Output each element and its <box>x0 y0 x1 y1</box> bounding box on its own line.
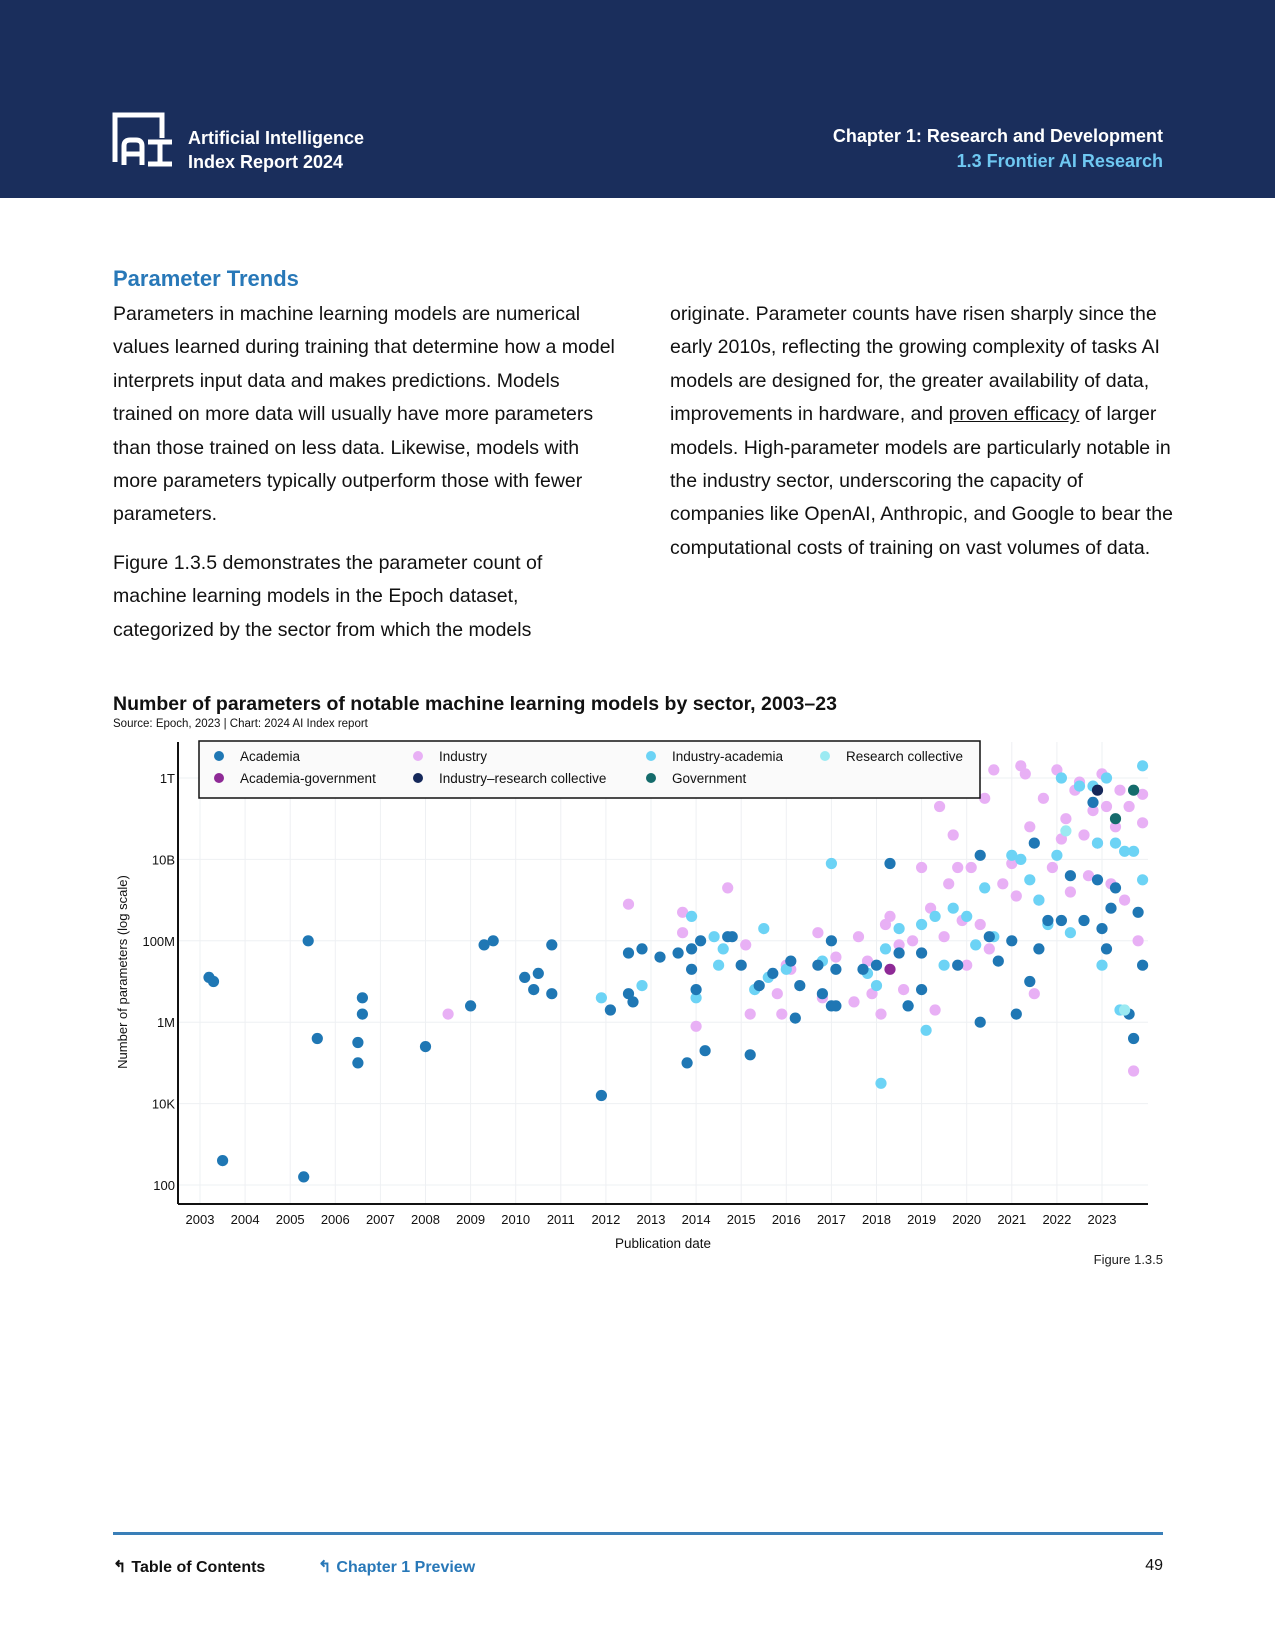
data-point <box>952 960 963 971</box>
data-point <box>884 911 895 922</box>
data-point <box>903 1000 914 1011</box>
x-tick-label: 2018 <box>862 1212 891 1227</box>
data-point <box>1074 781 1085 792</box>
data-point <box>1065 927 1076 938</box>
data-point <box>894 923 905 934</box>
brand-line-2: Index Report 2024 <box>188 152 344 172</box>
x-tick-label: 2009 <box>456 1212 486 1227</box>
data-point <box>217 1155 228 1166</box>
data-point <box>745 1009 756 1020</box>
legend-marker-icon <box>214 751 224 761</box>
data-point <box>722 882 733 893</box>
proven-efficacy-link[interactable]: proven efficacy <box>948 403 1080 426</box>
data-point <box>1096 923 1107 934</box>
legend-label: Academia-government <box>240 771 376 786</box>
data-point <box>1101 772 1112 783</box>
preview-label: Chapter 1 Preview <box>336 1559 476 1576</box>
data-point <box>1024 821 1035 832</box>
x-tick-label: 2015 <box>726 1212 756 1227</box>
data-point <box>1119 895 1130 906</box>
data-point <box>1133 935 1144 946</box>
data-point <box>871 980 882 991</box>
data-point <box>528 984 539 995</box>
data-point <box>519 972 530 983</box>
data-point <box>352 1057 363 1068</box>
x-tick-label: 2008 <box>411 1212 440 1227</box>
data-point <box>1110 813 1121 824</box>
data-point <box>1033 943 1044 954</box>
data-point <box>1029 838 1040 849</box>
x-tick-label: 2007 <box>365 1212 395 1227</box>
data-point <box>979 793 990 804</box>
data-point <box>636 980 647 991</box>
paragraph-3-part-b: of larger models. High-parameter models are particularly notable in the industry sector, underscoring the capacity of companies like OpenAI, Anthropic, and Google to bear the computational costs of training on vast volumes of data. <box>670 403 1173 559</box>
data-point <box>812 960 823 971</box>
data-point <box>939 931 950 942</box>
data-point <box>636 943 647 954</box>
chart-title: Number of parameters of notable machine learning models by sector, 2003–23 <box>113 693 837 715</box>
y-axis-label: Number of parameters (log scale) <box>115 875 130 1069</box>
data-point <box>740 939 751 950</box>
data-point <box>1038 793 1049 804</box>
data-point <box>682 1057 693 1068</box>
data-point <box>1137 874 1148 885</box>
data-point <box>875 1009 886 1020</box>
data-point <box>1024 976 1035 987</box>
data-point <box>776 1009 787 1020</box>
data-point <box>718 943 729 954</box>
data-point <box>970 939 981 950</box>
data-point <box>916 919 927 930</box>
data-point <box>830 952 841 963</box>
data-point <box>921 1025 932 1036</box>
data-point <box>533 968 544 979</box>
legend-marker-icon <box>646 773 656 783</box>
data-point <box>930 1004 941 1015</box>
data-point <box>1096 960 1107 971</box>
data-point <box>785 956 796 967</box>
data-point <box>1065 870 1076 881</box>
data-point <box>871 960 882 971</box>
legend-label: Academia <box>240 749 301 764</box>
paragraph-2: Figure 1.3.5 demonstrates the parameter count of machine learning models in the Epoch dataset, categorized by the sector from which the models <box>113 551 543 641</box>
x-tick-label: 2006 <box>320 1212 350 1227</box>
data-point <box>596 992 607 1003</box>
data-point <box>1105 903 1116 914</box>
data-point <box>623 899 634 910</box>
data-point <box>1114 785 1125 796</box>
data-point <box>857 964 868 975</box>
data-point <box>790 1013 801 1024</box>
data-point <box>352 1037 363 1048</box>
data-point <box>1110 838 1121 849</box>
data-point <box>691 1021 702 1032</box>
data-point <box>975 919 986 930</box>
footer-divider <box>113 1532 1163 1535</box>
y-tick-label: 1M <box>156 1015 175 1031</box>
x-tick-label: 2012 <box>591 1212 621 1227</box>
data-point <box>1006 935 1017 946</box>
data-point <box>1078 829 1089 840</box>
data-point <box>979 882 990 893</box>
data-point <box>605 1004 616 1015</box>
x-tick-label: 2021 <box>997 1212 1027 1227</box>
data-point <box>420 1041 431 1052</box>
data-point <box>794 980 805 991</box>
legend-label: Industry–research collective <box>439 771 607 786</box>
data-point <box>1042 915 1053 926</box>
data-point <box>695 935 706 946</box>
x-axis-label: Publication date <box>614 1236 712 1251</box>
data-point <box>916 984 927 995</box>
data-point <box>686 911 697 922</box>
data-point <box>898 984 909 995</box>
data-point <box>1110 882 1121 893</box>
page-number: 49 <box>1145 1557 1163 1574</box>
data-point <box>1060 825 1071 836</box>
data-point <box>357 1009 368 1020</box>
data-point <box>1015 854 1026 865</box>
data-point <box>677 927 688 938</box>
data-point <box>772 988 783 999</box>
data-point <box>709 931 720 942</box>
return-arrow-icon: ↰ <box>113 1559 127 1576</box>
figure-label: Figure 1.3.5 <box>1093 1252 1163 1267</box>
data-point <box>1133 907 1144 918</box>
data-point <box>1128 1033 1139 1044</box>
data-point <box>884 964 895 975</box>
data-point <box>943 878 954 889</box>
data-point <box>1047 862 1058 873</box>
data-point <box>443 1009 454 1020</box>
data-point <box>948 903 959 914</box>
data-point <box>736 960 747 971</box>
x-tick-label: 2013 <box>636 1212 666 1227</box>
data-point <box>1092 785 1103 796</box>
data-point <box>939 960 950 971</box>
data-point <box>930 911 941 922</box>
section-title-header: 1.3 Frontier AI Research <box>956 151 1163 171</box>
legend-label: Industry <box>439 749 488 764</box>
data-point <box>654 952 665 963</box>
data-point <box>312 1033 323 1044</box>
legend-marker-icon <box>646 751 656 761</box>
data-point <box>916 947 927 958</box>
data-point <box>1101 943 1112 954</box>
x-tick-label: 2023 <box>1087 1212 1117 1227</box>
data-point <box>1029 988 1040 999</box>
x-tick-label: 2017 <box>816 1212 846 1227</box>
data-point <box>934 801 945 812</box>
data-point <box>546 939 557 950</box>
data-point <box>596 1090 607 1101</box>
y-tick-label: 100M <box>142 933 175 949</box>
data-point <box>1020 768 1031 779</box>
x-tick-label: 2011 <box>546 1212 575 1227</box>
data-point <box>1060 813 1071 824</box>
data-point <box>686 964 697 975</box>
data-point <box>916 862 927 873</box>
data-point <box>623 947 634 958</box>
data-point <box>1092 874 1103 885</box>
toc-label: Table of Contents <box>131 1559 266 1576</box>
data-point <box>1137 960 1148 971</box>
chart-legend <box>199 741 980 798</box>
y-tick-label: 100 <box>153 1178 175 1193</box>
x-tick-label: 2020 <box>952 1212 982 1227</box>
data-point <box>1124 801 1135 812</box>
data-point <box>1101 801 1112 812</box>
data-point <box>1137 760 1148 771</box>
data-point <box>853 931 864 942</box>
data-point <box>546 988 557 999</box>
data-point <box>465 1000 476 1011</box>
data-point <box>758 923 769 934</box>
data-point <box>812 927 823 938</box>
data-point <box>826 858 837 869</box>
y-tick-label: 1T <box>159 771 175 786</box>
data-point <box>907 935 918 946</box>
legend-marker-icon <box>214 773 224 783</box>
x-tick-label: 2005 <box>275 1212 305 1227</box>
x-tick-label: 2004 <box>230 1212 260 1227</box>
x-tick-label: 2019 <box>907 1212 937 1227</box>
data-point <box>984 931 995 942</box>
data-point <box>1065 886 1076 897</box>
data-point <box>745 1049 756 1060</box>
table-of-contents-link[interactable] <box>113 1557 265 1577</box>
legend-marker-icon <box>413 751 423 761</box>
data-point <box>208 976 219 987</box>
data-point <box>700 1045 711 1056</box>
x-tick-label: 2014 <box>681 1212 711 1227</box>
x-tick-label: 2022 <box>1042 1212 1072 1227</box>
data-point <box>1056 772 1067 783</box>
data-point <box>884 858 895 869</box>
data-point <box>1011 890 1022 901</box>
legend-label: Research collective <box>846 749 964 764</box>
section-heading: Parameter Trends <box>113 266 299 291</box>
data-point <box>830 1000 841 1011</box>
data-point <box>767 968 778 979</box>
brand-line-1: Artificial Intelligence <box>188 128 365 148</box>
paragraph-3-part-a: originate. Parameter counts have risen sharply since the early 2010s, reflecting the growing complexity of tasks AI models are designed for, the greater availability of data, improvements in hardware, and <box>670 303 1160 426</box>
data-point <box>1033 895 1044 906</box>
data-point <box>1024 874 1035 885</box>
data-point <box>1078 915 1089 926</box>
data-point <box>1056 915 1067 926</box>
data-point <box>713 960 724 971</box>
legend-label: Industry-academia <box>672 749 784 764</box>
data-point <box>997 878 1008 889</box>
data-point <box>1092 838 1103 849</box>
data-point <box>1137 817 1148 828</box>
data-point <box>1011 1009 1022 1020</box>
data-point <box>1128 785 1139 796</box>
data-point <box>1051 850 1062 861</box>
data-point <box>357 992 368 1003</box>
chapter-preview-link[interactable] <box>318 1557 475 1577</box>
data-point <box>1119 1004 1130 1015</box>
x-tick-label: 2003 <box>185 1212 215 1227</box>
data-point <box>691 984 702 995</box>
data-point <box>948 829 959 840</box>
data-point <box>303 935 314 946</box>
data-point <box>848 996 859 1007</box>
data-point <box>817 988 828 999</box>
data-point <box>488 935 499 946</box>
data-point <box>880 943 891 954</box>
data-point <box>673 947 684 958</box>
x-tick-label: 2010 <box>501 1212 531 1227</box>
chart-source: Source: Epoch, 2023 | Chart: 2024 AI Index report <box>113 718 368 730</box>
data-point <box>727 931 738 942</box>
legend-marker-icon <box>820 751 830 761</box>
data-point <box>993 956 1004 967</box>
data-point <box>966 862 977 873</box>
y-tick-label: 10K <box>151 1096 175 1112</box>
chapter-title: Chapter 1: Research and Development <box>832 126 1163 146</box>
data-point <box>952 862 963 873</box>
data-point <box>1128 846 1139 857</box>
data-point <box>686 943 697 954</box>
data-point <box>754 980 765 991</box>
data-point <box>975 1017 986 1028</box>
data-point <box>1128 1065 1139 1076</box>
data-point <box>830 964 841 975</box>
data-point <box>984 943 995 954</box>
x-tick-label: 2016 <box>771 1212 801 1227</box>
data-point <box>894 947 905 958</box>
data-point <box>988 764 999 775</box>
data-point <box>975 850 986 861</box>
y-tick-label: 10B <box>151 852 175 868</box>
data-point <box>826 935 837 946</box>
return-arrow-icon: ↰ <box>318 1559 332 1576</box>
paragraph-1: Parameters in machine learning models are numerical values learned during training that determine how a model interprets input data and makes predictions. Models trained on more data will usually have more parameters than those trained on less data. Likewise, models with more parameters typically outperform those with fewer parameters. <box>113 303 615 526</box>
data-point <box>627 996 638 1007</box>
data-point <box>298 1171 309 1182</box>
data-point <box>1087 797 1098 808</box>
legend-label: Government <box>672 771 747 786</box>
legend-marker-icon <box>413 773 423 783</box>
data-point <box>875 1078 886 1089</box>
data-point <box>961 911 972 922</box>
